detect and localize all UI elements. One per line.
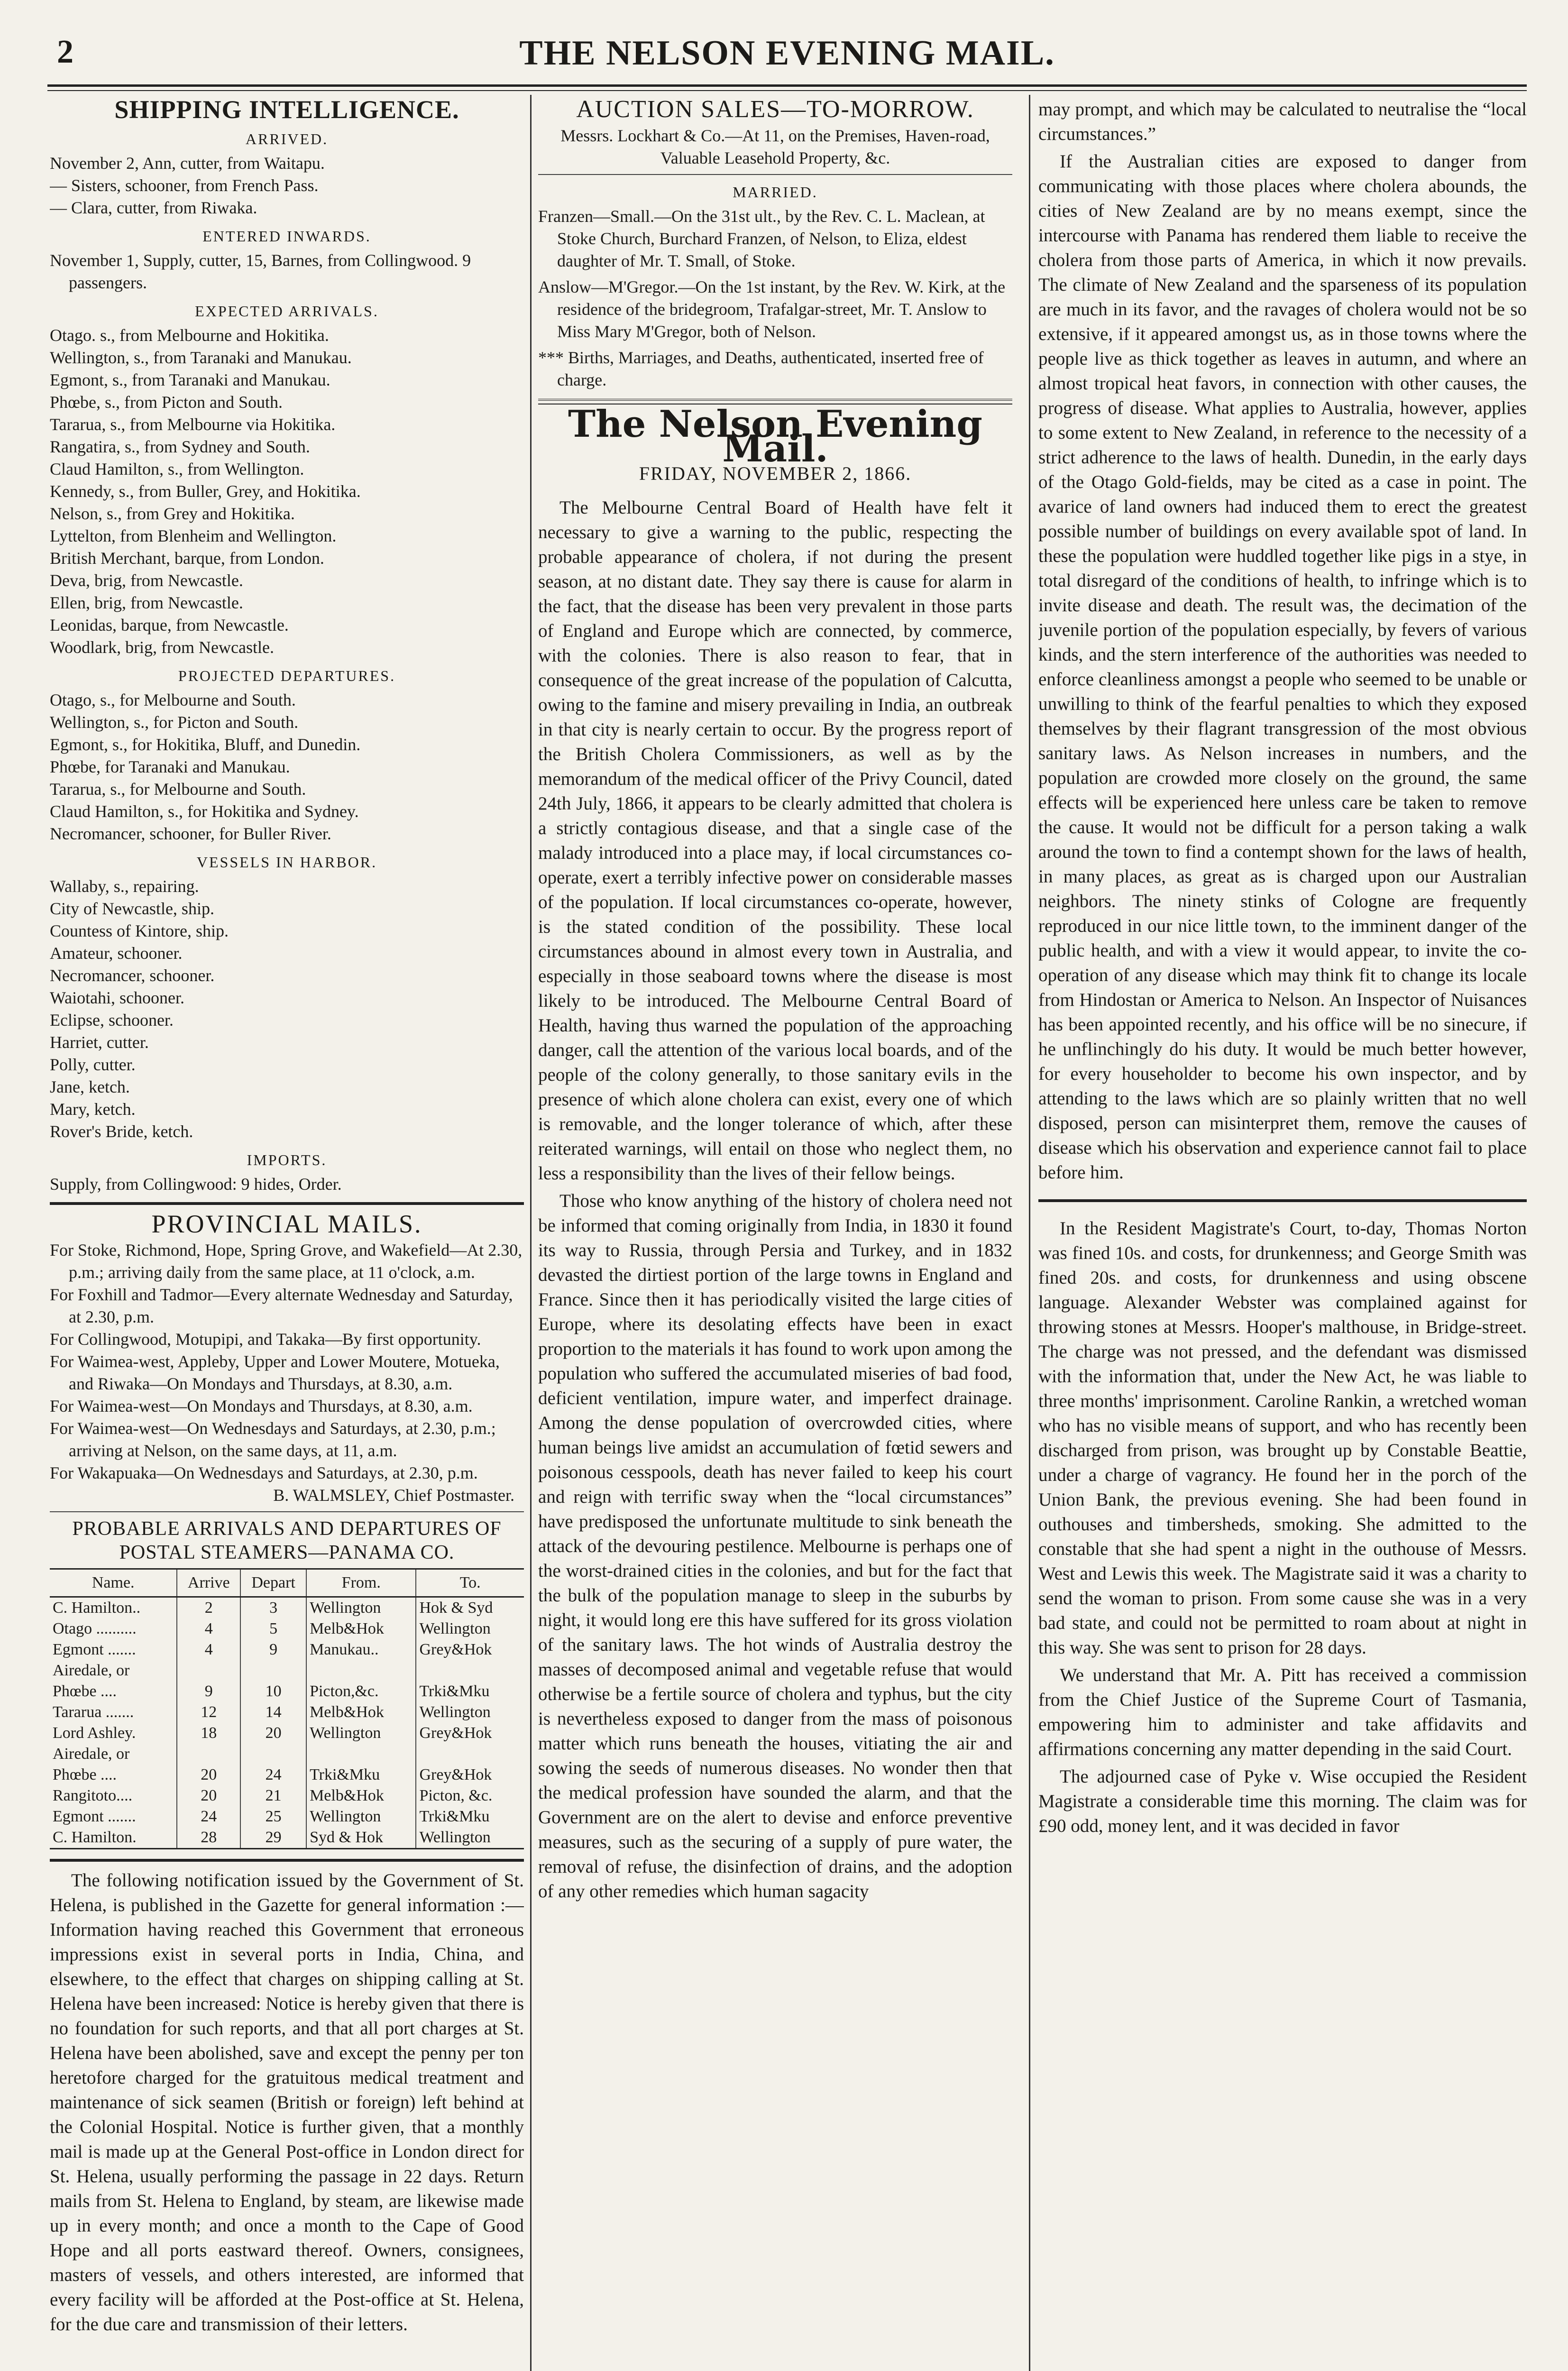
column-3 [1038, 97, 1527, 2371]
table-cell: 10 [240, 1681, 306, 1702]
vessels-title: VESSELS IN HARBOR. [196, 854, 377, 871]
list-item: Necromancer, schooner, for Buller River. [50, 824, 331, 843]
marriage-notice: Franzen—Small.—On the 31st ult., by the Rev. C. L. Maclean, at Stoke Church, Burchard Franzen, of Nelson, to Eliza, eldest daughter of Mr. T. Small, of Stoke. [538, 207, 985, 270]
column-divider [530, 95, 532, 2371]
list-item: Tararua, s., from Melbourne via Hokitika. [50, 415, 336, 434]
table-cell: Grey&Hok [416, 1764, 524, 1785]
list-item: Lyttelton, from Blenheim and Wellington. [50, 526, 337, 545]
list-item: Wellington, s., from Taranaki and Manukau. [50, 348, 352, 367]
header-rule-thin [47, 90, 1527, 91]
table-cell: 24 [240, 1764, 306, 1785]
list-item: For Waimea-west—On Mondays and Thursdays, at 8.30, a.m. [50, 1397, 473, 1415]
table-cell: 9 [240, 1639, 306, 1660]
table-row [50, 1764, 524, 1785]
header-rule [47, 84, 1527, 87]
list-item: Deva, brig, from Newcastle. [50, 571, 243, 590]
column-1 [50, 97, 524, 2371]
table-cell: 21 [240, 1785, 306, 1806]
entered-title: ENTERED INWARDS. [202, 228, 371, 245]
table-cell: 12 [177, 1702, 240, 1723]
table-header: Depart [240, 1569, 306, 1597]
list-item: For Collingwood, Motupipi, and Takaka—By first opportunity. [50, 1330, 481, 1349]
table-cell [416, 1660, 524, 1681]
table-cell: Picton, &c. [416, 1785, 524, 1806]
list-item: Claud Hamilton, s., from Wellington. [50, 459, 304, 478]
list-item: Egmont, s., from Taranaki and Manukau. [50, 370, 330, 389]
table-cell: Melb&Hok [306, 1618, 416, 1639]
list-item: Phœbe, for Taranaki and Manukau. [50, 757, 290, 776]
list-item: Rover's Bride, ketch. [50, 1122, 193, 1141]
list-item: Wallaby, s., repairing. [50, 877, 199, 896]
list-item: Ellen, brig, from Newcastle. [50, 593, 243, 612]
table-row [50, 1660, 524, 1681]
table-header: From. [306, 1569, 416, 1597]
table-cell: Picton,&c. [306, 1681, 416, 1702]
table-row [50, 1681, 524, 1702]
table-cell: Melb&Hok [306, 1702, 416, 1723]
marriage-notice: Anslow—M'Gregor.—On the 1st instant, by the Rev. W. Kirk, at the residence of the bridegroom, Trafalgar-street, Mr. T. Anslow to Miss Mary M'Gregor, both of Nelson. [538, 277, 1006, 341]
expected-title: EXPECTED ARRIVALS. [195, 303, 379, 320]
editorial-paragraph: Those who know anything of the history of cholera need not be informed that coming originally from India, in 1830 it found its way to Russia, through Persia and Turkey, and in 1832 devasted the dirtiest portion of the large towns in England and France. Since then it has periodically visited the large cities of Europe, where its desolating effects have been in exact proportion to the materials it has found to work upon among the population who suffered the accumulated miseries of bad food, deficient ventilation, impure water, and imperfect drainage. Among the dense population of overcrowded cities, where human beings live amidst an accumulation of fœtid sewers and poisonous cesspools, death has never failed to keep his court and reign with terrific sway when the “local circumstances” have predisposed the unfortunate multitude to sink beneath the attack of the devouring pestilence. Melbourne is perhaps one of the worst-drained cities in the colonies, and but for the fact that the bulk of the population manage to sleep in the suburbs by night, it would long ere this have suffered for its gross violation of the sanitary laws. The hot winds of Australia destroy the masses of decomposed animal and vegetable refuse that would otherwise be a fertile source of cholera and typhus, but the city is nevertheless exposed to danger from the mass of poisonous matter which runs beneath the houses, vitiating the air and sowing the seeds of numerous diseases. No wonder then that the medical profession have sounded the alarm, and that the Government are on the alert to devise and enforce preventive measures, such as the securing of a supply of pure water, the removal of refuse, the disinfection of drains, and the adoption of any other remedies which human sagacity [538, 1191, 1012, 1902]
table-cell: Trki&Mku [416, 1681, 524, 1702]
list-item: Egmont, s., for Hokitika, Bluff, and Dunedin. [50, 735, 361, 754]
auction-title: AUCTION SALES—TO-MORROW. [576, 97, 974, 123]
editorial-paragraph: If the Australian cities are exposed to danger from communicating with those places where cholera abounds, the cities of New Zealand are by no means exempt, since the intercourse with Panama has rendered them liable to receive the cholera from those parts of America, in which it now prevails. The climate of New Zealand and the sparseness of its population are much in its favor, and the ravages of cholera would not be so extensive, if it appeared amongst us, as in those towns where the people live as thick together as leaves in autumn, and where an almost tropical heat favors, in connection with other causes, the progress of disease. What applies to Australia, however, applies to some extent to New Zealand, in reference to the necessity of a strict adherence to the laws of health. Dunedin, in the early days of the Otago Gold-fields, may be cited as a case in point. The avarice of land owners had induced them to erect the greatest possible number of buildings on every available spot of land. In these the population were huddled together like pigs in a stye, in total disregard of the conditions of health, to infringe which is to invite disease and death. The result was, the decimation of the juvenile portion of the population especially, by fevers of various kinds, and the stern interference of the authorities was needed to enforce cleanliness amongst a people who seemed to be unable or unwilling to think of the fearful penalties to which they exposed themselves by their flagrant transgression of the most obvious sanitary laws. As Nelson increases in numbers, and the population are crowded more closely on the ground, the same effects will be experienced here unless care be taken to remove the cause. It would not be difficult for a person taking a walk around the town to find a contempt shown for the laws of health, in many places, as great as is charged upon our Australian neighbors. The ninety stinks of Cologne are frequently reproduced in our nice little town, to the imminent danger of the public health, and with a view it would appear, to invite the co-operation of any disease which may think fit to change its locale from Hindostan or America to Nelson. An Inspector of Nuisances has been appointed recently, and his office will be no sinecure, if he unflinchingly do his duty. It would be much better however, for every householder to become his own inspector, and by attending to the laws which are so plainly written that no well disposed, person can misinterpret them, remove the causes of disease which his observation and experience cannot fail to place before him. [1038, 151, 1527, 1183]
table-cell: Wellington [416, 1618, 524, 1639]
table-cell: Phœbe .... [53, 1766, 117, 1783]
list-item: Waiotahi, schooner. [50, 988, 185, 1007]
table-cell: Grey&Hok [416, 1723, 524, 1744]
table-row [50, 1702, 524, 1723]
court-paragraph: The adjourned case of Pyke v. Wise occupied the Resident Magistrate a considerable time this morning. The claim was for £90 odd, money lent, and it was decided in favor [1038, 1766, 1527, 1836]
section-rule [50, 1859, 524, 1862]
table-row [50, 1785, 524, 1806]
column-2 [538, 97, 1012, 2371]
table-cell: Hok & Syd [416, 1597, 524, 1619]
table-cell: C. Hamilton.. [53, 1599, 141, 1617]
married-title: MARRIED. [733, 184, 818, 201]
table-cell: C. Hamilton. [50, 1827, 177, 1849]
list-item: Claud Hamilton, s., for Hokitika and Sydney. [50, 802, 359, 821]
list-item: Rangatira, s., from Sydney and South. [50, 437, 310, 456]
mails-list [50, 1239, 524, 1484]
table-cell [306, 1744, 416, 1764]
list-item: Eclipse, schooner. [50, 1011, 174, 1029]
steamer-table [50, 1568, 524, 1849]
table-cell: Otago .......... [53, 1620, 137, 1637]
list-item: Amateur, schooner. [50, 944, 183, 963]
editorial-paragraph: The Melbourne Central Board of Health have felt it necessary to give a warning to the public, respecting the probable appearance of cholera, if not during the present season, at no distant date. They say there is cause for alarm in the fact, that the disease has been very prevalent in those parts of England and Europe which are connected, by commerce, with the colonies. There is also reason to fear, that in consequence of the great increase of the population of Calcutta, owing to the famine and misery prevailing in India, an outbreak in that city is nearly certain to occur. By the progress report of the British Cholera Commissioners, as well as by the memorandum of the medical officer of the Privy Council, dated 24th July, 1866, it appears to be clearly admitted that cholera is a strictly contagious disease, and that a single case of the malady introduced into a place may, if local circumstances co-operate, exert a terribly infective power on considerable masses of the population. If local circumstances co-operate, however, is the stated condition of the possibility. These local circumstances abound in almost every town in Australia, and especially in those seaboard towns where the disease is most likely to be introduced. The Melbourne Central Board of Health, having thus warned the population of the approaching danger, call the attention of the various local boards, and of the people of the colony generally, to those sanitary evils in the presence of which alone cholera can exist, every one of which is removable, and the longer tolerance of which, after these reiterated warnings, will entail on those who neglect them, no less a responsibility than the lives of their fellow beings. [538, 497, 1012, 1184]
shipping-title: SHIPPING INTELLIGENCE. [114, 97, 459, 124]
table-cell: 4 [177, 1618, 240, 1639]
table-cell: 3 [240, 1597, 306, 1619]
table-header: Name. [50, 1569, 177, 1597]
auction-text: Messrs. Lockhart & Co.—At 11, on the Premises, Haven-road, Valuable Leasehold Property, &c. [560, 126, 990, 167]
table-row [50, 1806, 524, 1827]
list-item: Mary, ketch. [50, 1100, 136, 1119]
table-row [50, 1597, 524, 1619]
list-item: Jane, ketch. [50, 1077, 130, 1096]
table-cell: 20 [177, 1764, 240, 1785]
table-cell: Syd & Hok [306, 1827, 416, 1849]
list-item: November 2, Ann, cutter, from Waitapu. [50, 154, 325, 173]
list-item: — Clara, cutter, from Riwaka. [50, 198, 257, 217]
arrived-title: ARRIVED. [245, 130, 329, 147]
list-item: November 1, Supply, cutter, 15, Barnes, from Collingwood. 9 passengers. [50, 251, 471, 292]
table-cell: 9 [177, 1681, 240, 1702]
table-cell [306, 1660, 416, 1681]
table-cell: Wellington [306, 1597, 416, 1619]
list-item: Otago, s., for Melbourne and South. [50, 690, 296, 709]
page-header [47, 33, 1527, 76]
list-item: Polly, cutter. [50, 1055, 136, 1074]
table-cell [240, 1744, 306, 1764]
table-cell: Wellington [416, 1702, 524, 1723]
masthead: THE NELSON EVENING MAIL. [519, 34, 1055, 73]
list-item: Countess of Kintore, ship. [50, 921, 229, 940]
table-cell: Egmont ....... [53, 1641, 136, 1658]
table-header: Arrive [177, 1569, 240, 1597]
column-divider [1029, 95, 1030, 2371]
postmaster-signature: B. WALMSLEY, Chief Postmaster. [273, 1486, 514, 1505]
table-cell: Rangitoto.... [53, 1787, 133, 1804]
list-item: For Waimea-west—On Wednesdays and Saturdays, at 2.30, p.m.; arriving at Nelson, on the same days, at 11, a.m. [50, 1419, 496, 1460]
court-paragraph: We understand that Mr. A. Pitt has received a commission from the Chief Justice of the Supreme Court of Tasmania, empowering him to administer and take affidavits and affirmations concerning any matter depending in the said Court. [1038, 1665, 1527, 1759]
list-item: Nelson, s., from Grey and Hokitika. [50, 504, 295, 523]
table-cell: Lord Ashley. [53, 1724, 136, 1742]
projected-title: PROJECTED DEPARTURES. [178, 667, 396, 684]
paper-title: The Nelson Evening Mail. [568, 403, 982, 470]
list-item: British Merchant, barque, from London. [50, 549, 324, 568]
table-cell: 20 [240, 1723, 306, 1744]
vessels-list [50, 875, 524, 1143]
table-cell: Manukau.. [306, 1639, 416, 1660]
table-cell: 2 [177, 1597, 240, 1619]
table-row [50, 1618, 524, 1639]
st-helena-notice: The following notification issued by the Government of St. Helena, is published in the Gazette for general information :—Information having reached this Government that erroneous impressions exist in several ports in India, China, and elsewhere, to the effect that charges on shipping calling at St. Helena have been increased: Notice is hereby given that there is no foundation for such reports, and that all port charges at St. Helena have been abolished, save and except the penny per ton heretofore charged for the gratuitous medical treatment and maintenance of sick seamen (British or foreign) left behind at the Colonial Hospital. Notice is further given, that a monthly mail is made up at the General Post-office in London direct for St. Helena, usually performing the passage in 22 days. Return mails from St. Helena to England, by steam, are likewise made up in every month; and once a month to the Cape of Good Hope and all ports eastward thereof. Owners, consignees, masters of vessels, and others interested, are informed that every facility will be afforded at the Post-office at St. Helena, for the due care and transmission of their letters. [50, 1870, 524, 2334]
table-header: To. [416, 1569, 524, 1597]
table-row [50, 1827, 524, 1849]
table-cell: Wellington [416, 1827, 524, 1849]
table-cell: Tararua ....... [53, 1703, 134, 1721]
table-cell [240, 1660, 306, 1681]
table-cell: 14 [240, 1702, 306, 1723]
table-cell: Trki&Mku [306, 1764, 416, 1785]
table-cell: Phœbe .... [53, 1682, 117, 1700]
list-item: For Wakapuaka—On Wednesdays and Saturdays, at 2.30, p.m. [50, 1463, 478, 1482]
list-item: Otago. s., from Melbourne and Hokitika. [50, 326, 329, 345]
table-cell: Egmont ....... [53, 1808, 136, 1825]
editorial-paragraph: may prompt, and which may be calculated to neutralise the “local circumstances.” [1038, 99, 1527, 144]
imports-title: IMPORTS. [247, 1151, 327, 1168]
list-item: For Foxhill and Tadmor—Every alternate Wednesday and Saturday, at 2.30, p.m. [50, 1285, 513, 1326]
list-item: For Stoke, Richmond, Hope, Spring Grove, and Wakefield—At 2.30, p.m.; arriving daily from the same place, at 11 o'clock, a.m. [50, 1241, 523, 1282]
expected-list [50, 324, 524, 659]
table-cell: 28 [177, 1827, 240, 1849]
table-cell [177, 1660, 240, 1681]
section-rule [50, 1202, 524, 1205]
table-row [50, 1744, 524, 1764]
section-rule [50, 1511, 524, 1512]
table-row [50, 1723, 524, 1744]
table-cell: 25 [240, 1806, 306, 1827]
table-cell: Airedale, or [53, 1745, 130, 1763]
list-item: Necromancer, schooner. [50, 966, 215, 985]
list-item: Phœbe, s., from Picton and South. [50, 393, 283, 412]
table-cell: Grey&Hok [416, 1639, 524, 1660]
list-item: Leonidas, barque, from Newcastle. [50, 616, 289, 634]
table-cell: Trki&Mku [416, 1806, 524, 1827]
table-cell: 24 [177, 1806, 240, 1827]
list-item: Tararua, s., for Melbourne and South. [50, 780, 306, 799]
table-header-row [50, 1569, 524, 1597]
table-cell: 18 [177, 1723, 240, 1744]
table-cell: Melb&Hok [306, 1785, 416, 1806]
table-row [50, 1639, 524, 1660]
page-number: 2 [57, 34, 73, 70]
table-cell: 5 [240, 1618, 306, 1639]
table-cell: Wellington [306, 1806, 416, 1827]
mails-title: PROVINCIAL MAILS. [151, 1210, 422, 1238]
table-cell: 20 [177, 1785, 240, 1806]
table-cell: Airedale, or [53, 1662, 130, 1679]
court-paragraph: In the Resident Magistrate's Court, to-day, Thomas Norton was fined 10s. and costs, for drunkenness; and George Smith was fined 20s. and costs, for drunkenness and using obscene language. Alexander Webster was complained against for throwing stones at Messrs. Hooper's malthouse, in Bridge-street. The charge was not pressed, and the defendant was dismissed with the information that, under the New Act, he was liable to three months' imprisonment. Caroline Rankin, a wretched woman who has no visible means of support, and who has recently been discharged from prison, was brought up by Constable Beattie, under a charge of vagrancy. He found her in the porch of the Union Bank, the previous evening. She had been found in outhouses and timbersheds, smoking. She admitted to the constable that she had spent a night in the outhouse of Messrs. West and Lewis this week. The Magistrate said it was a charity to send the woman to prison. From some cause she was in a very bad state, and could not be permitted to roam about at night in this way. She was sent to prison for 28 days. [1038, 1218, 1527, 1658]
list-item: — Sisters, schooner, from French Pass. [50, 176, 319, 195]
list-item: City of Newcastle, ship. [50, 899, 214, 918]
imports-text: Supply, from Collingwood: 9 hides, Order. [50, 1175, 342, 1194]
steamers-title: PROBABLE ARRIVALS AND DEPARTURES OF POSTAL STEAMERS—PANAMA CO. [72, 1518, 502, 1563]
issue-date: FRIDAY, NOVEMBER 2, 1866. [639, 463, 912, 484]
list-item: Harriet, cutter. [50, 1033, 149, 1052]
section-rule [538, 174, 1012, 175]
table-cell: 29 [240, 1827, 306, 1849]
table-cell [416, 1744, 524, 1764]
list-item: Woodlark, brig, from Newcastle. [50, 638, 274, 657]
list-item: Kennedy, s., from Buller, Grey, and Hokitika. [50, 482, 361, 501]
projected-list [50, 689, 524, 845]
section-rule [1038, 1199, 1527, 1202]
arrived-list [50, 152, 524, 219]
list-item: For Waimea-west, Appleby, Upper and Lower Moutere, Motueka, and Riwaka—On Mondays and Thursdays, at 8.30, a.m. [50, 1352, 500, 1393]
list-item: Wellington, s., for Picton and South. [50, 713, 299, 732]
table-cell [177, 1744, 240, 1764]
table-cell: Wellington [306, 1723, 416, 1744]
table-cell: 4 [177, 1639, 240, 1660]
notice-text: *** Births, Marriages, and Deaths, authenticated, inserted free of charge. [538, 348, 984, 389]
